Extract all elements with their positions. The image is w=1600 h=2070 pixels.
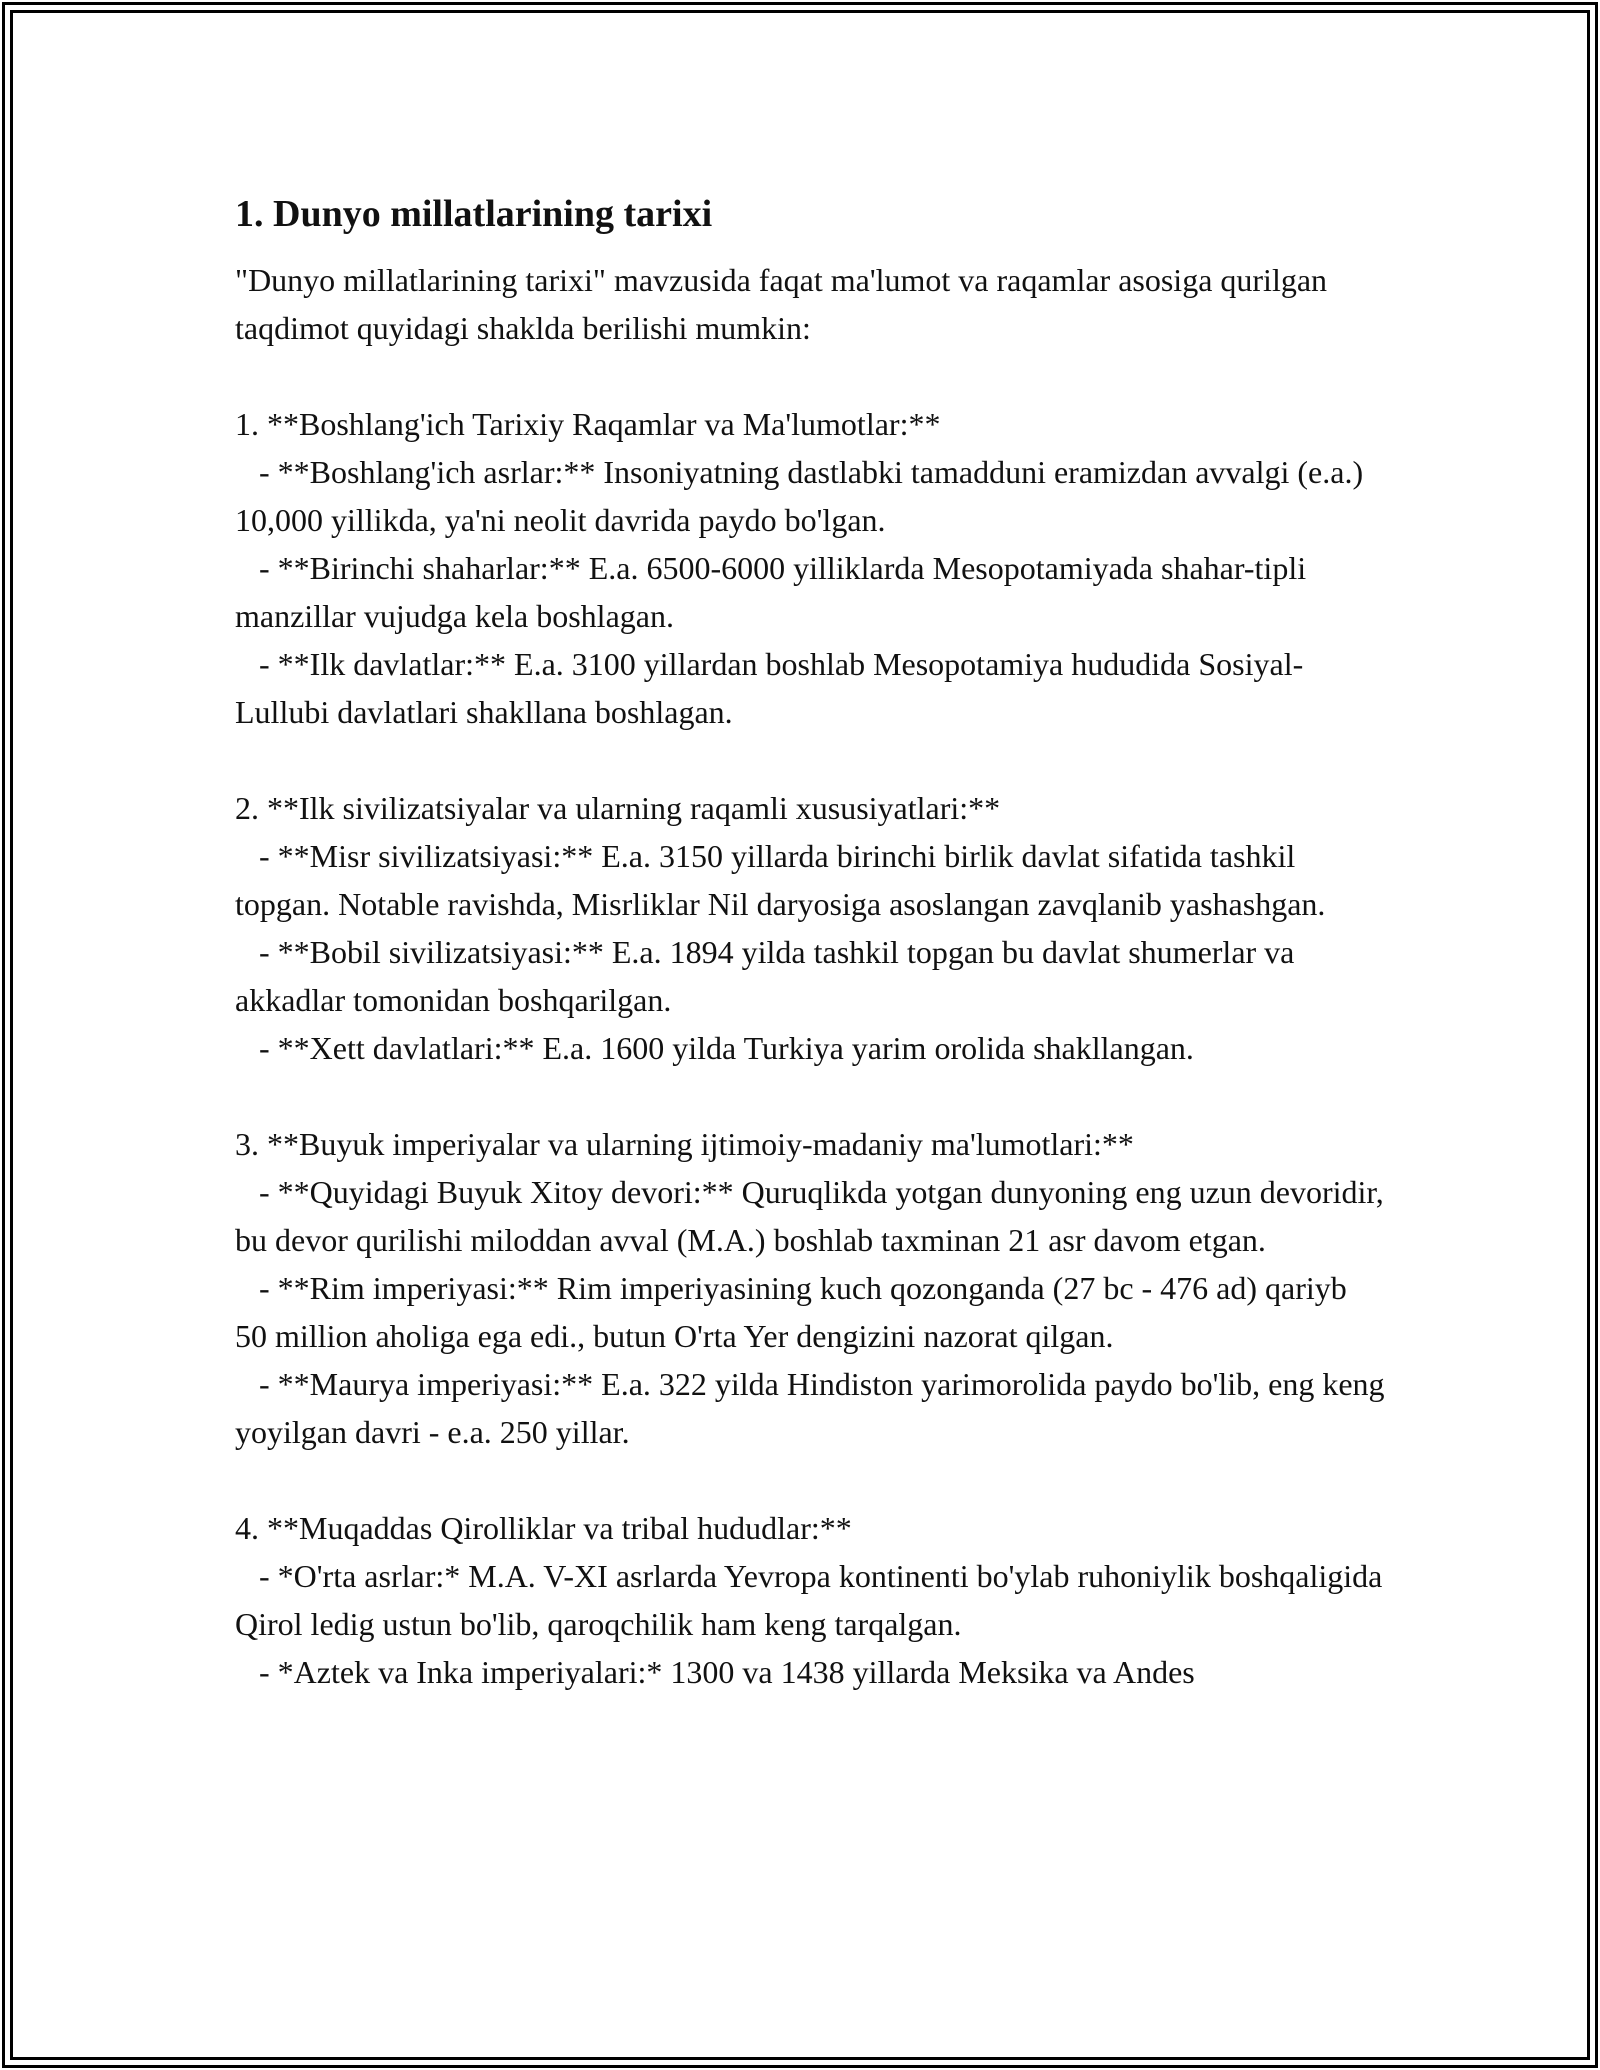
list-item: - **Bobil sivilizatsiyasi:** E.a. 1894 yilda tashkil topgan bu davlat shumerlar va akkadlar tomonidan boshqarilgan. — [235, 934, 1303, 1018]
section-title: 4. **Muqaddas Qirolliklar va tribal hududlar:** — [235, 1510, 852, 1546]
document-body — [235, 186, 1393, 1696]
section-1 — [235, 400, 1385, 736]
document-heading: 1. Dunyo millatlarining tarixi — [235, 193, 713, 235]
section-3 — [235, 1120, 1393, 1456]
section-2 — [235, 784, 1385, 1072]
list-item: - **Birinchi shaharlar:** E.a. 6500-6000 yilliklarda Mesopotamiyada shahar-tipli manzillar vujudga kela boshlagan. — [235, 550, 1315, 634]
list-item: - **Quyidagi Buyuk Xitoy devori:** Quruqlikda yotgan dunyoning eng uzun devoridir, bu devor qurilishi miloddan avval (M.A.) boshlab taxminan 21 asr davom etgan. — [235, 1174, 1392, 1258]
intro-paragraph: "Dunyo millatlarining tarixi" mavzusida faqat ma'lumot va raqamlar asosiga qurilgan taqdimot quyidagi shaklda berilishi mumkin: — [235, 262, 1328, 346]
list-item: - **Rim imperiyasi:** Rim imperiyasining kuch qozonganda (27 bc - 476 ad) qariyb 50 million aholiga ega edi., butun O'rta Yer dengizini nazorat qilgan. — [235, 1270, 1355, 1354]
list-item: - **Xett davlatlari:** E.a. 1600 yilda Turkiya yarim orolida shakllangan. — [235, 1030, 1194, 1066]
list-item: - **Boshlang'ich asrlar:** Insoniyatning dastlabki tamadduni eramizdan avvalgi (e.a.) 10,000 yillikda, ya'ni neolit davrida paydo bo'lgan. — [235, 454, 1372, 538]
section-4 — [235, 1504, 1391, 1696]
list-item: - *O'rta asrlar:* M.A. V-XI asrlarda Yevropa kontinenti bo'ylab ruhoniylik boshqaligida Qirol ledig ustun bo'lib, qaroqchilik ham keng tarqalgan. — [235, 1558, 1391, 1642]
section-title: 3. **Buyuk imperiyalar va ularning ijtimoiy-madaniy ma'lumotlari:** — [235, 1126, 1134, 1162]
list-item: - **Maurya imperiyasi:** E.a. 322 yilda Hindiston yarimorolida paydo bo'lib, eng keng yoyilgan davri - e.a. 250 yillar. — [235, 1366, 1393, 1450]
list-item: - *Aztek va Inka imperiyalari:* 1300 va 1438 yillarda Meksika va Andes — [235, 1654, 1195, 1690]
list-item: - **Ilk davlatlar:** E.a. 3100 yillardan boshlab Mesopotamiya hududida Sosiyal-Lullubi davlatlari shakllana boshlagan. — [235, 646, 1304, 730]
section-title: 1. **Boshlang'ich Tarixiy Raqamlar va Ma'lumotlar:** — [235, 406, 941, 442]
list-item: - **Misr sivilizatsiyasi:** E.a. 3150 yillarda birinchi birlik davlat sifatida tashkil topgan. Notable ravishda, Misrliklar Nil daryosiga asoslangan zavqlanib yashashgan. — [235, 838, 1326, 922]
section-title: 2. **Ilk sivilizatsiyalar va ularning raqamli xususiyatlari:** — [235, 790, 1001, 826]
